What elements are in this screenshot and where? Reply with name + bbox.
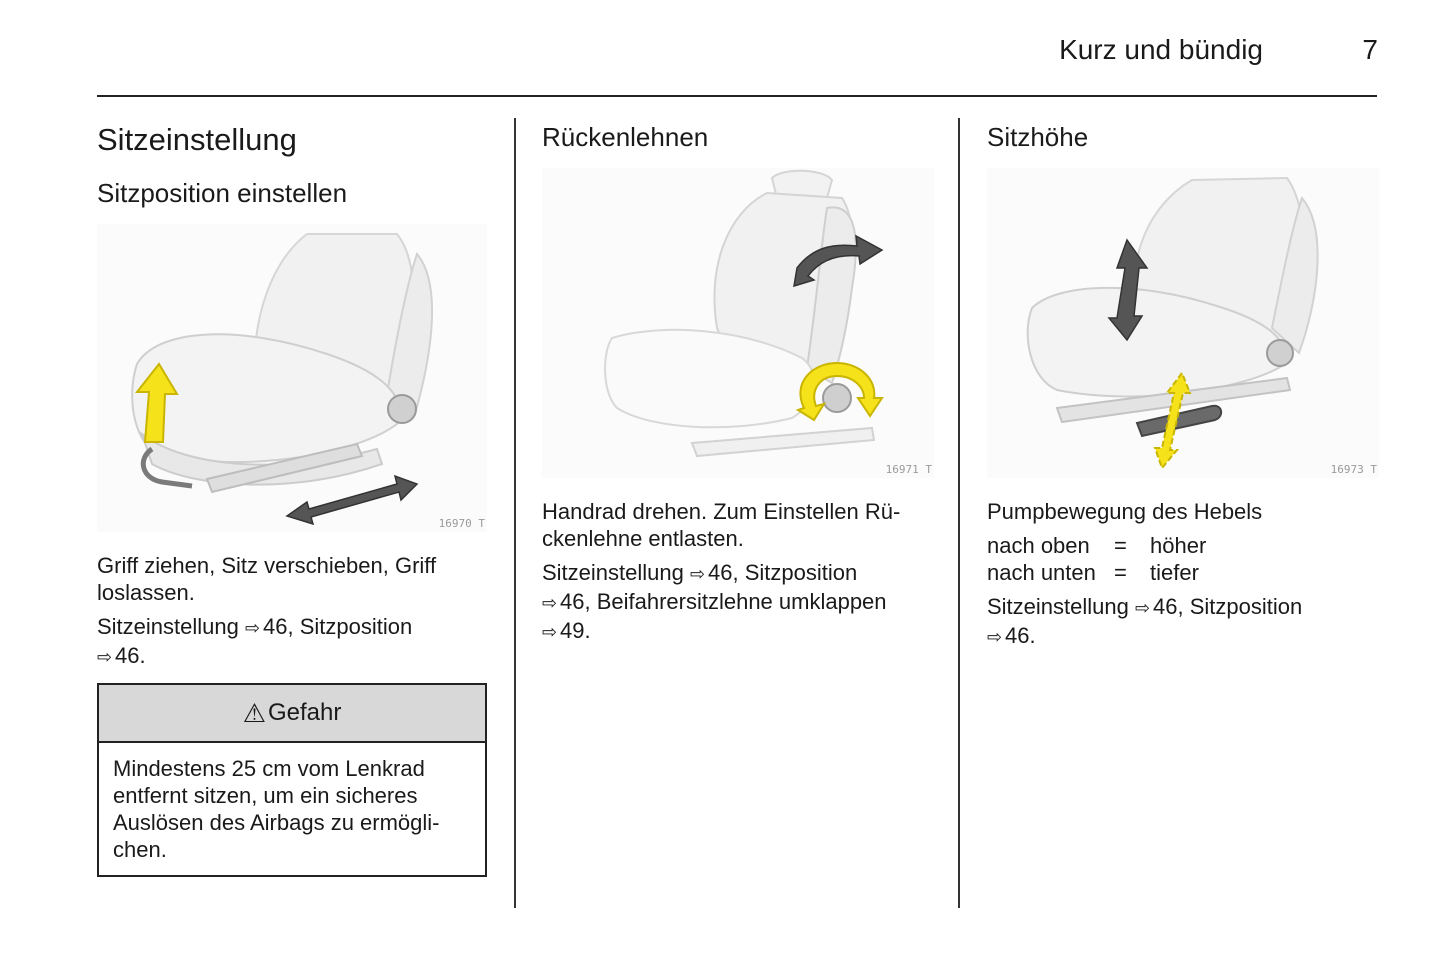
column-seat-height bbox=[987, 118, 1379, 651]
section-title: Sitzhöhe bbox=[987, 122, 1089, 152]
seat-position-illustration bbox=[97, 224, 487, 532]
seat-height-figure bbox=[987, 168, 1379, 478]
backrest-illustration bbox=[542, 168, 934, 478]
section-title: Sitzeinstellung bbox=[97, 122, 297, 157]
xref-arrow-icon: ⇨ bbox=[1135, 598, 1151, 618]
xref-arrow-icon: ⇨ bbox=[987, 627, 1003, 647]
seat-handwheel bbox=[388, 395, 416, 423]
mapping-row: nach unten = tiefer bbox=[987, 560, 1199, 585]
figure-id: 16973 T bbox=[1330, 463, 1377, 476]
xref-arrow-icon: ⇨ bbox=[542, 622, 558, 642]
warning-body: Mindestens 25 cm vom Lenkrad entfernt sitzen, um ein sicheres Auslösen des Airbags zu ermögli- chen. bbox=[113, 756, 440, 862]
column-seat-position bbox=[97, 118, 489, 877]
subsection-title: Sitzposition einstellen bbox=[97, 178, 348, 208]
section-title: Rückenlehnen bbox=[542, 122, 709, 152]
column-divider-2 bbox=[958, 118, 960, 908]
mapping-row: nach oben = höher bbox=[987, 533, 1207, 558]
xref-arrow-icon: ⇨ bbox=[690, 564, 706, 584]
page-number: 7 bbox=[1362, 34, 1378, 65]
seat-handwheel bbox=[1267, 340, 1293, 366]
backrest-figure bbox=[542, 168, 934, 478]
cross-reference[interactable]: Sitzeinstellung ⇨ 46, Sitzposition ⇨ 46, Beifahrersitzlehne umklappen ⇨ 49. bbox=[542, 559, 934, 646]
instruction-text: Pumpbewegung des Hebels bbox=[987, 499, 1263, 524]
seat-rail bbox=[692, 428, 874, 456]
column-backrest bbox=[542, 118, 934, 646]
seat-position-figure bbox=[97, 224, 487, 532]
backrest-handwheel bbox=[823, 384, 851, 412]
gray-slide-arrow bbox=[287, 476, 417, 524]
page-header-title: Kurz und bündig bbox=[1059, 34, 1263, 65]
warning-title: Gefahr bbox=[267, 699, 342, 726]
warning-header bbox=[99, 685, 485, 743]
header-rule bbox=[97, 95, 1377, 97]
instruction-text: Handrad drehen. Zum Einstellen Rü- ckenlehne entlasten. bbox=[542, 499, 901, 551]
figure-id: 16970 T bbox=[438, 517, 485, 530]
figure-id: 16971 T bbox=[885, 463, 932, 476]
danger-warning-box bbox=[97, 683, 487, 877]
instruction-text: Griff ziehen, Sitz verschieben, Griff loslassen. bbox=[97, 553, 437, 605]
seat-height-illustration bbox=[987, 168, 1379, 478]
xref-arrow-icon: ⇨ bbox=[97, 647, 113, 667]
cross-reference[interactable]: Sitzeinstellung ⇨ 46, Sitzposition ⇨ 46. bbox=[97, 613, 489, 671]
column-divider-1 bbox=[514, 118, 516, 908]
xref-arrow-icon: ⇨ bbox=[245, 618, 261, 638]
cross-reference[interactable]: Sitzeinstellung ⇨ 46, Sitzposition ⇨ 46. bbox=[987, 593, 1379, 651]
xref-arrow-icon: ⇨ bbox=[542, 593, 558, 613]
warning-triangle-icon: ⚠ bbox=[242, 697, 266, 728]
lever-mapping bbox=[987, 532, 1379, 586]
